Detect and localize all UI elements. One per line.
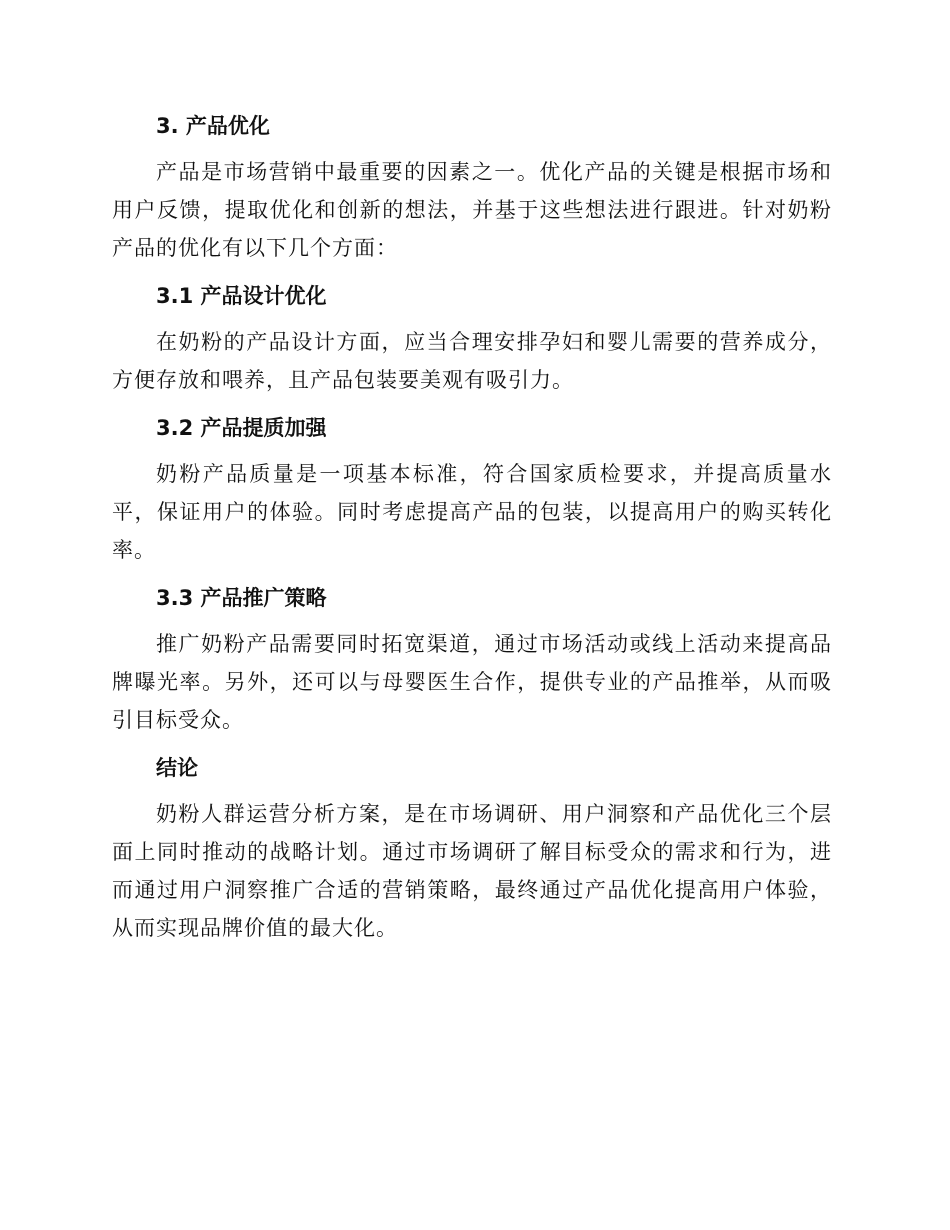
section-heading-product-design: 3.1 产品设计优化 — [156, 284, 327, 308]
section-paragraph-product-quality: 奶粉产品质量是一项基本标准，符合国家质检要求，并提高质量水平，保证用户的体验。同时考虑提高产品的包装，以提高用户的购买转化率。 — [112, 462, 832, 562]
section-paragraph-product-promotion: 推广奶粉产品需要同时拓宽渠道，通过市场活动或线上活动来提高品牌曝光率。另外，还可以与母婴医生合作，提供专业的产品推举，从而吸引目标受众。 — [112, 632, 832, 732]
section-heading-product-optimization: 3. 产品优化 — [156, 114, 270, 138]
section-paragraph-conclusion: 奶粉人群运营分析方案，是在市场调研、用户洞察和产品优化三个层面上同时推动的战略计划。通过市场调研了解目标受众的需求和行为，进而通过用户洞察推广合适的营销策略，最终通过产品优化提高用户体验，从而实现品牌价值的最大化。 — [112, 802, 832, 940]
section-paragraph-product-optimization: 产品是市场营销中最重要的因素之一。优化产品的关键是根据市场和用户反馈，提取优化和创新的想法，并基于这些想法进行跟进。针对奶粉产品的优化有以下几个方面： — [112, 160, 832, 260]
section-heading-product-promotion: 3.3 产品推广策略 — [156, 586, 327, 610]
section-heading-conclusion: 结论 — [156, 756, 198, 780]
document-body — [112, 106, 832, 956]
section-paragraph-product-design: 在奶粉的产品设计方面，应当合理安排孕妇和婴儿需要的营养成分，方便存放和喂养，且产品包装要美观有吸引力。 — [112, 330, 832, 392]
section-heading-product-quality: 3.2 产品提质加强 — [156, 416, 327, 440]
